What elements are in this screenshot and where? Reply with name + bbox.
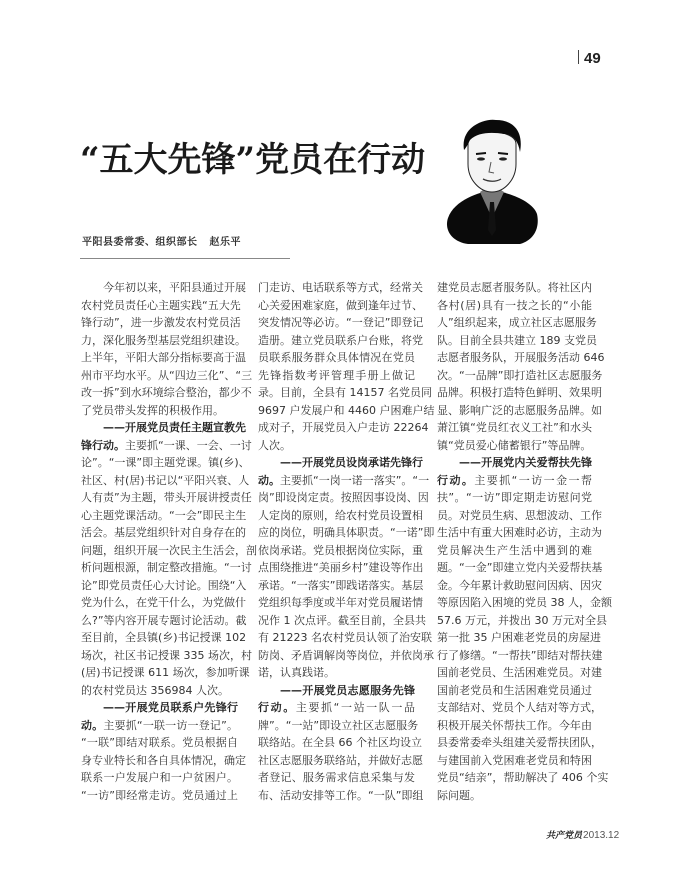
text-line [81, 612, 247, 630]
text-line [81, 752, 246, 770]
text-line [437, 699, 602, 717]
section-heading-text: ——开展党内关爱帮扶先锋 [459, 456, 592, 469]
body-text: 身专业特长和各自具体情况，确定 [81, 753, 246, 767]
body-text: 依岗承诺。党员根据岗位实际，重 [258, 543, 423, 557]
body-text: 心关爱困难家庭，做到逢年过节、 [258, 298, 423, 312]
body-text: 支部结对、党员个人结对等方式， [437, 701, 602, 714]
text-line [258, 437, 415, 455]
text-line [437, 647, 603, 665]
text-line [258, 769, 415, 787]
text-line [81, 279, 246, 297]
text-line [258, 787, 424, 805]
text-line [258, 384, 432, 402]
section-heading-text: ——开展党员责任主题宣教先 [103, 421, 246, 434]
text-line [258, 717, 419, 735]
body-text: 与建国前入党困难老党员和特困 [437, 753, 592, 767]
text-line [81, 664, 250, 682]
body-text: 联络站。在全县 66 个社区均设立 [258, 736, 422, 749]
body-text: 员联系服务群众具体情况在党员 [258, 351, 415, 364]
author-name: 赵乐平 [209, 237, 241, 248]
body-text: 党组织每季度或半年对党员履诺情 [258, 596, 423, 609]
text-line [81, 787, 238, 805]
body-text: 联系一户发展户和一户贫困户。 [81, 771, 238, 784]
body-text: 应的岗位，明确具体职责。“一诺”即 [258, 526, 435, 539]
text-line [81, 734, 238, 752]
body-text: 录。目前，全县有 14157 名党员同 [258, 386, 432, 399]
text-line [81, 559, 252, 577]
text-line [437, 419, 592, 437]
text-line [437, 577, 602, 595]
text-line [437, 489, 592, 507]
body-text: 况作 1 次点评。截至目前，全县共 [258, 613, 426, 627]
text-line [437, 332, 597, 350]
body-text: 突发情况等必访。“一登记”即登记 [258, 316, 424, 329]
text-line [81, 682, 238, 700]
text-line [258, 419, 429, 437]
magazine-logo: 共产党员 [546, 831, 583, 841]
body-text: “一访”即经常走访。党员通过上 [81, 788, 238, 802]
body-text: 心主题党课活动。“一会”即民主生 [81, 508, 247, 522]
text-line [81, 542, 257, 560]
body-text: 活会。基层党组织针对自身存在的 [81, 526, 246, 539]
text-line [437, 629, 601, 647]
body-text: 党为什么，在党干什么，为党做什 [81, 596, 246, 609]
body-text: 州市平均水平。从“四边三化”、“三 [81, 368, 253, 382]
text-line [81, 647, 252, 665]
body-text: 次。“一品牌”即打造社区志愿服务 [437, 368, 603, 382]
text-line [437, 314, 597, 332]
body-text: 论”。“一课”即主题党课。镇(乡)、 [81, 456, 250, 469]
text-line [437, 402, 602, 420]
body-text: 门走访、电话联系等方式，经常关 [258, 281, 423, 294]
body-text: 队。目前全县共建立 189 支党员 [437, 333, 597, 347]
text-line [81, 507, 247, 525]
issue-date: 2013.12 [583, 830, 620, 841]
body-text: 力，深化服务型基层党组织建设。 [81, 333, 246, 347]
body-text: 际问题。 [437, 788, 481, 802]
page-number [578, 50, 601, 67]
byline [82, 233, 241, 248]
body-text: 57.6 万元，并拨出 30 万元对全县 [437, 613, 607, 627]
body-text: 点围绕推进“美丽乡村”建设等作出 [258, 561, 424, 574]
text-line [258, 507, 423, 525]
text-line [81, 367, 253, 385]
text-line [81, 699, 238, 717]
text-line [258, 349, 415, 367]
text-line [81, 717, 238, 735]
body-text: 问题，组织开展一次民主生活会，剖 [81, 543, 257, 557]
text-line [437, 769, 609, 787]
body-text: 社区志愿服务联络站，并做好志愿 [258, 753, 423, 767]
section-heading-text: 动。 [81, 718, 104, 732]
text-line [81, 524, 246, 542]
body-text: 建党员志愿者服务队。将社区内 [437, 281, 592, 294]
body-text: 今年初以来，平阳县通过开展 [103, 281, 246, 294]
body-text: 扶”。“一访”即定期走访慰问党 [437, 491, 592, 504]
body-text: 主要抓“一岗一诺一落实”。“一 [280, 473, 430, 487]
text-line [81, 402, 238, 420]
body-text: 9697 户发展户和 4460 户困难户结 [258, 403, 435, 417]
text-line [437, 349, 605, 367]
text-line [258, 699, 415, 717]
body-text: 承诺。“一落实”即践诺落实。基层 [258, 578, 424, 592]
body-text: 显、影响广泛的志愿服务品牌。如 [437, 403, 602, 417]
section-heading-text: 行动。 [437, 473, 475, 487]
body-text: 品牌。积极打造特色鲜明、效果明 [437, 386, 602, 399]
body-text: 行了修缮。“一帮扶”即结对帮扶建 [437, 648, 603, 662]
body-text: 人定岗的原则，给农村党员设置相 [258, 508, 423, 522]
body-text: 党员“结亲”，帮助解决了 406 个实 [437, 771, 609, 784]
section-heading-text: ——开展党员志愿服务先锋 [280, 683, 415, 697]
body-text: 锋行动”，进一步激发农村党员活 [81, 316, 241, 329]
body-text: 人”组织起来，成立社区志愿服务 [437, 316, 597, 329]
body-text: 农村党员责任心主题实践“五大先 [81, 298, 241, 312]
text-line [258, 279, 423, 297]
text-line [437, 682, 592, 700]
portrait-face [468, 132, 516, 192]
text-line [437, 507, 602, 525]
text-line [258, 542, 423, 560]
text-line [81, 489, 252, 507]
body-text: 主要抓“一访一金一帮 [474, 473, 592, 487]
text-line [437, 612, 607, 630]
body-text: 者登记、服务需求信息采集与发 [258, 771, 415, 784]
text-line [258, 332, 423, 350]
body-text: 造册。建立党员联系户台账，将党 [258, 333, 423, 347]
footer [546, 828, 619, 841]
text-line [258, 594, 423, 612]
body-text: 国前老党员、生活困难党员。对建 [437, 666, 602, 679]
text-line [437, 524, 602, 542]
body-text: 诺，认真践诺。 [258, 666, 335, 679]
text-line [437, 559, 603, 577]
text-line [81, 419, 246, 437]
text-line [437, 542, 592, 560]
text-line [81, 577, 247, 595]
author-role: 平阳县委常委、组织部长 [82, 237, 198, 248]
text-line [258, 752, 423, 770]
text-line [258, 524, 435, 542]
text-line [437, 787, 592, 805]
page-number-divider [578, 50, 579, 64]
body-text: 题。“一金”即建立党内关爱帮扶基 [437, 561, 603, 574]
text-line [437, 454, 592, 472]
body-text: 积极开展关怀帮扶工作。今年由 [437, 718, 592, 732]
body-text: 场次，社区书记授课 335 场次，村 [81, 648, 252, 662]
body-text: 至目前，全县镇(乡)书记授课 102 [81, 631, 247, 644]
text-line [81, 437, 252, 455]
text-line [437, 437, 592, 455]
body-text: 成对子，开展党员入户走访 22264 [258, 421, 429, 434]
text-line [258, 454, 423, 472]
body-text: 牌”。“一站”即设立社区志愿服务 [258, 718, 419, 732]
article-title: “五大先锋”党员在行动 [80, 140, 426, 180]
body-text: 主要抓“一课、一会、一讨 [125, 438, 252, 452]
text-line [258, 577, 424, 595]
body-text: 志愿者服务队，开展服务活动 646 [437, 351, 605, 364]
page-number-text: 49 [584, 50, 601, 67]
text-line [258, 367, 415, 385]
body-text: 有 21223 名农村党员认领了治安联 [258, 631, 432, 644]
text-column-1 [81, 279, 257, 804]
section-heading-text: ——开展党员设岗承诺先锋行 [280, 456, 423, 469]
section-heading-text: 锋行动。 [81, 438, 125, 452]
body-text: 析问题根源，制定整改措施。“一讨 [81, 561, 252, 574]
text-line [258, 402, 435, 420]
byline-divider [80, 258, 290, 259]
text-line [81, 454, 250, 472]
text-line [258, 664, 415, 682]
author-portrait [440, 118, 545, 248]
body-text: 等原因陷入困境的党员 38 人，金额 [437, 596, 612, 609]
body-text: 各村(居)具有一技之长的“小能 [437, 298, 592, 312]
text-line [81, 384, 252, 402]
body-text: 党员解决生产生活中遇到的难 [437, 543, 592, 557]
text-line [81, 594, 246, 612]
text-line [258, 314, 424, 332]
text-line [258, 297, 423, 315]
text-line [258, 682, 415, 700]
body-text: 么?”等内容开展专题讨论活动。截 [81, 613, 247, 627]
text-line [81, 297, 241, 315]
body-text: 镇“党员爱心储蓄银行”等品牌。 [437, 438, 592, 452]
text-line [437, 297, 592, 315]
text-line [81, 314, 241, 332]
text-line [437, 594, 612, 612]
text-column-2 [258, 279, 435, 804]
body-text: 金。今年累计救助慰问因病、因灾 [437, 578, 602, 592]
text-line [437, 734, 602, 752]
body-text: 岗”即设岗定责。按照因事设岗、因 [258, 491, 429, 504]
text-line [81, 769, 238, 787]
text-line [258, 559, 424, 577]
body-text: 上半年，平阳大部分指标要高于温 [81, 351, 246, 364]
text-line [437, 367, 603, 385]
text-column-3 [437, 279, 612, 804]
body-text: 论”即党员责任心大讨论。围绕“入 [81, 578, 247, 592]
text-line [437, 472, 592, 490]
text-line [258, 472, 430, 490]
text-line [81, 472, 250, 490]
text-line [437, 752, 592, 770]
text-line [81, 332, 246, 350]
text-line [81, 629, 247, 647]
body-text: 的农村党员达 356984 人次。 [81, 683, 229, 697]
body-text: (居)书记授课 611 场次，参加听课 [81, 666, 250, 679]
text-line [437, 664, 602, 682]
text-line [258, 629, 432, 647]
body-text: 主要抓“一联一访一登记”。 [103, 718, 238, 732]
body-text: 生活中有重大困难时必访，主动为 [437, 526, 602, 539]
body-text: 县委常委牵头组建关爱帮扶团队， [437, 736, 602, 749]
body-text: 防岗、矛盾调解岗等岗位，并依岗承 [258, 648, 434, 662]
body-text: “一联”即结对联系。党员根据自 [81, 736, 238, 749]
text-line [437, 384, 602, 402]
body-text: 萧江镇“党员红衣义工社”和水头 [437, 421, 592, 434]
text-line [437, 717, 592, 735]
body-text: 员。对党员生病、思想波动、工作 [437, 508, 602, 522]
body-text: 改一拆”到水环境综合整治，都少不 [81, 386, 252, 399]
body-text: 布、活动安排等工作。“一队”即组 [258, 788, 424, 802]
body-text: 人有责”为主题，带头开展讲授责任 [81, 491, 252, 504]
text-line [258, 489, 429, 507]
section-heading-text: ——开展党员联系户先锋行 [103, 701, 238, 714]
body-text: 主要抓“一站一队一品 [295, 701, 415, 714]
text-line [258, 612, 426, 630]
body-text: 了党员带头发挥的积极作用。 [81, 403, 224, 417]
body-text: 国前老党员和生活困难党员通过 [437, 683, 592, 697]
text-line [258, 734, 422, 752]
section-heading-text: 行动。 [258, 701, 296, 714]
body-text: 人次。 [258, 438, 291, 452]
section-heading-text: 动。 [258, 473, 280, 487]
body-text: 社区、村(居)书记以“平阳兴衰、人 [81, 473, 250, 487]
text-line [437, 279, 592, 297]
body-text: 第一批 35 户困难老党员的房屋进 [437, 631, 601, 644]
body-text: 先锋指数考评管理手册上做记 [258, 368, 415, 382]
text-line [81, 349, 246, 367]
text-line [258, 647, 434, 665]
